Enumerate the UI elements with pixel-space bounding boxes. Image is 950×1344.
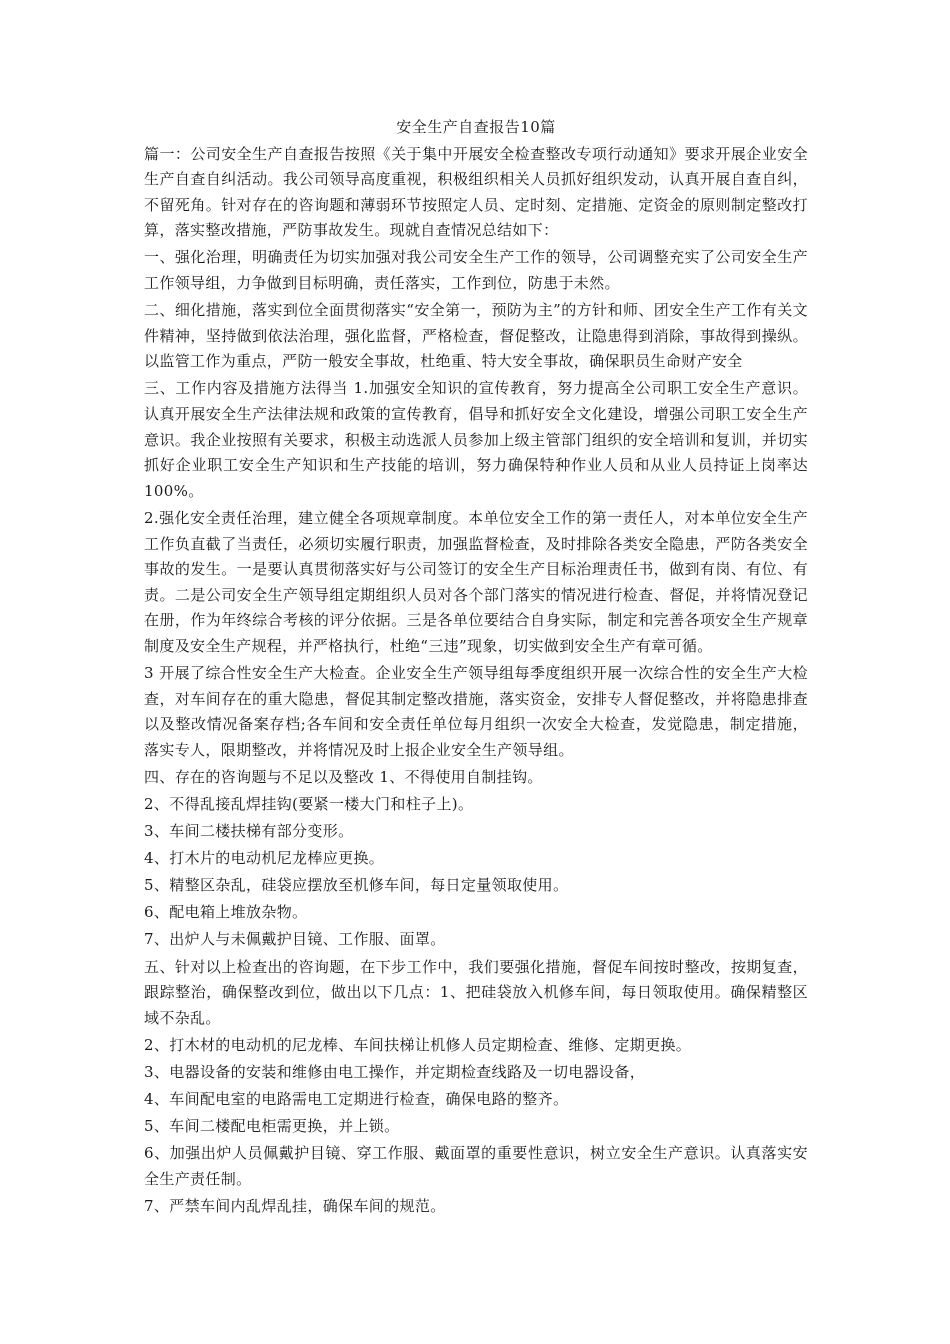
paragraph-section-1: 一、强化治理，明确责任为切实加强对我公司安全生产工作的领导，公司调整充实了公司安全生产工作领导组，力争做到目标明确，责任落实，工作到位，防患于未然。: [144, 248, 808, 293]
paragraph-section-3-item-3: 3 开展了综合性安全生产大检查。企业安全生产领导组每季度组织开展一次综合性的安全生产大检查，对车间存在的重大隐患，督促其制定整改措施，落实资金，安排专人督促整改，并将隐患排查以及整改情况备案存档;各车间和安全责任单位每月组织一次安全大检查，发觉隐患，制定措施，落实专人，限期整改，并将情况及时上报企业安全生产领导组。: [144, 663, 808, 759]
list-item-fix-5: 5、车间二楼配电柜需更换，并上锁。: [144, 1117, 400, 1136]
list-item-fix-4: 4、车间配电室的电路需电工定期进行检查，确保电路的整齐。: [144, 1089, 569, 1108]
list-item-issue-2: 2、不得乱接乱焊挂钩(要紧一楼大门和柱子上)。: [144, 794, 474, 813]
list-item-fix-7: 7、严禁车间内乱焊乱挂，确保车间的规范。: [144, 1196, 446, 1215]
paragraph-section-3-item-2: 2.强化安全责任治理，建立健全各项规章制度。本单位安全工作的第一责任人，对本单位安全生产工作负直截了当责任，必须切实履行职责，加强监督检查，及时排除各类安全隐患，严防各类安全事故的发生。一是要认真贯彻落实好与公司签订的安全生产目标治理责任书，做到有岗、有位、有责。二是公司安全生产领导组定期组织人员对各个部门落实的情况进行检查、督促，并将情况登记在册，作为年终综合考核的评分依据。三是各单位要结合自身实际，制定和完善各项安全生产规章制度及安全生产规程，并严格执行，杜绝“三违”现象，切实做到安全生产有章可循。: [144, 508, 808, 655]
paragraph-section-5: 五、针对以上检查出的咨询题，在下步工作中，我们要强化措施，督促车间按时整改，按期复查，跟踪整治，确保整改到位，做出以下几点：1、把硅袋放入机修车间，每日领取使用。确保精整区域不杂乱。: [144, 957, 808, 1027]
list-item-issue-5: 5、精整区杂乱，硅袋应摆放至机修车间，每日定量领取使用。: [144, 876, 569, 895]
paragraph-section-3: 三、工作内容及措施方法得当 1.加强安全知识的宣传教育，努力提高全公司职工安全生产意识。认真开展安全生产法律法规和政策的宣传教育，倡导和抓好安全文化建设，增强公司职工安全生产意识。我企业按照有关要求，积极主动选派人员参加上级主管部门组织的安全培训和复训，并切实抓好企业职工安全生产知识和生产技能的培训，努力确保特种作业人员和从业人员持证上岗率达 100%。: [144, 379, 808, 500]
document-title: 安全生产自查报告10篇: [396, 118, 556, 136]
list-item-fix-6: 6、加强出炉人员佩戴护目镜、穿工作服、戴面罩的重要性意识，树立安全生产意识。认真落实安全生产责任制。: [144, 1144, 808, 1188]
paragraph-section-2: 二、细化措施，落实到位全面贯彻落实“安全第一，预防为主”的方针和师、团安全生产工作有关文件精神，坚持做到依法治理，强化监督，严格检查，督促整改，让隐患得到消除，事故得到操纵。以监管工作为重点，严防一般安全事故，杜绝重、特大安全事故，确保职员生命财产安全: [144, 301, 808, 371]
paragraph-section-4: 四、存在的咨询题与不足以及整改 1、不得使用自制挂钩。: [144, 767, 543, 786]
list-item-issue-3: 3、车间二楼扶梯有部分变形。: [144, 822, 354, 841]
list-item-issue-4: 4、打木片的电动机尼龙棒应更换。: [144, 849, 385, 868]
document-page: [144, 115, 808, 1221]
paragraph-intro: 篇一：公司安全生产自查报告按照《关于集中开展安全检查整改专项行动通知》要求开展企业安全生产自查自纠活动。我公司领导高度重视，积极组织相关人员抓好组织发动，认真开展自查自纠，不留死角。针对存在的咨询题和薄弱环节按照定人员、定时刻、定措施、定资金的原则制定整改打算，落实整改措施，严防事故发生。现就自查情况总结如下：: [144, 144, 808, 240]
list-item-issue-6: 6、配电箱上堆放杂物。: [144, 903, 308, 922]
list-item-fix-3: 3、电器设备的安装和维修由电工操作，并定期检查线路及一切电器设备，: [144, 1062, 646, 1081]
list-item-fix-2: 2、打木材的电动机的尼龙棒、车间扶梯让机修人员定期检查、维修、定期更换。: [144, 1035, 692, 1054]
list-item-issue-7: 7、出炉人与未佩戴护目镜、工作服、面罩。: [144, 930, 446, 949]
